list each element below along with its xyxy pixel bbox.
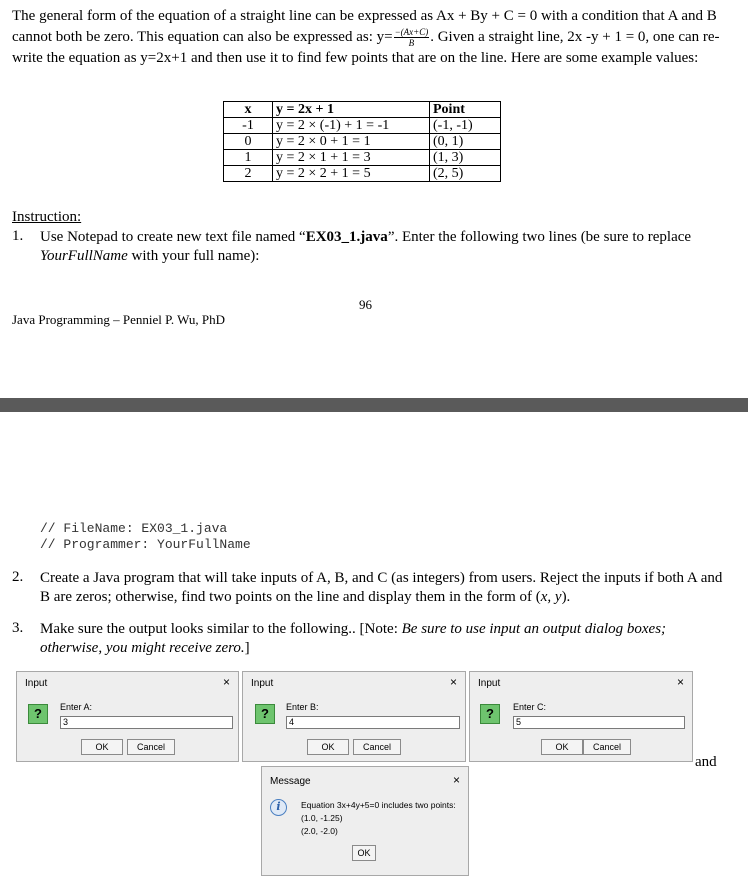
item-1-number: 1. [12, 228, 24, 244]
cancel-button[interactable]: Cancel [583, 739, 631, 755]
example-values-table [223, 101, 501, 182]
enter-c-input[interactable]: 5 [513, 716, 685, 729]
table-row [224, 150, 501, 166]
question-icon: ? [28, 704, 48, 724]
question-icon: ? [480, 704, 500, 724]
input-dialog-b [242, 671, 466, 762]
table-header-row [224, 102, 501, 118]
message-line-3: (2.0, -2.0) [301, 826, 338, 836]
cancel-button[interactable]: Cancel [353, 739, 401, 755]
item-1-text: Use Notepad to create new text file named “EX03_1.java”. Enter the following two lines (be sure to replace YourFullName with your full name): [40, 229, 692, 264]
table-row [224, 118, 501, 134]
enter-b-label: Enter B: [286, 702, 319, 712]
ok-button[interactable]: OK [307, 739, 349, 755]
page-footer-author: Java Programming – Penniel P. Wu, PhD [12, 312, 226, 327]
intro-paragraph [12, 6, 736, 69]
instruction-heading: Instruction: [12, 209, 82, 225]
ok-button[interactable]: OK [81, 739, 123, 755]
dialog-title: Input [478, 678, 501, 689]
placeholder-name: YourFullName [40, 248, 128, 264]
input-dialog-c [469, 671, 693, 762]
table-cell: -1 [224, 118, 273, 134]
intro-text-2: . Given a straight line, 2x -y + 1 = 0, one can re-write the equation as y=2x+1 and then use it to find few points that are on the line. Here are some example values: [12, 29, 720, 67]
message-dialog [261, 766, 469, 876]
code-line-programmer: // Programmer: YourFullName [40, 537, 251, 552]
message-line-2: (1.0, -1.25) [301, 813, 343, 823]
table-cell: y = 2 × 1 + 1 = 3 [273, 150, 430, 166]
code-line-filename: // FileName: EX03_1.java [40, 521, 228, 536]
close-icon[interactable]: × [452, 773, 460, 787]
information-icon: i [270, 799, 287, 816]
enter-a-input[interactable]: 3 [60, 716, 233, 729]
dialog-title: Message [270, 776, 311, 787]
dialog-title: Input [251, 678, 274, 689]
fraction-numerator: −(Ax+C) [394, 27, 429, 38]
item-2-number: 2. [12, 569, 24, 585]
page-number: 96 [359, 297, 372, 312]
ok-button[interactable]: OK [352, 845, 376, 861]
file-name: EX03_1.java [305, 229, 388, 245]
equation-fraction [394, 27, 430, 48]
enter-b-input[interactable]: 4 [286, 716, 460, 729]
table-header-x: x [224, 102, 273, 118]
close-icon[interactable]: × [222, 675, 230, 689]
table-cell: y = 2 × 2 + 1 = 5 [273, 166, 430, 182]
fraction-denominator: B [408, 38, 415, 49]
question-icon: ? [255, 704, 275, 724]
input-dialog-a [16, 671, 239, 762]
dialog-title: Input [25, 678, 48, 689]
item-3-number: 3. [12, 620, 24, 636]
table-cell: 0 [224, 134, 273, 150]
trailing-word: and [695, 754, 717, 770]
table-cell: y = 2 × (-1) + 1 = -1 [273, 118, 430, 134]
table-cell: 2 [224, 166, 273, 182]
close-icon[interactable]: × [449, 675, 457, 689]
intro-text-1: The general form of the equation of a straight line can be expressed as Ax + By + C = 0 with a condition that A and B cannot both be zero. This equation can also be expressed as: y= [12, 8, 717, 45]
table-cell: 1 [224, 150, 273, 166]
table-cell: (1, 3) [430, 150, 501, 166]
table-row [224, 134, 501, 150]
table-cell: (-1, -1) [430, 118, 501, 134]
enter-a-label: Enter A: [60, 702, 93, 712]
table-cell: y = 2 × 0 + 1 = 1 [273, 134, 430, 150]
table-header-point: Point [430, 102, 501, 118]
message-line-1: Equation 3x+4y+5=0 includes two points: [301, 800, 456, 810]
item-2-text: Create a Java program that will take inputs of A, B, and C (as integers) from users. Reject the inputs if both A and B are zeros; otherwise, find two points on the line and display them in the form of (x, y). [40, 570, 723, 605]
enter-c-label: Enter C: [513, 702, 547, 712]
table-cell: (0, 1) [430, 134, 501, 150]
table-header-equation: y = 2x + 1 [273, 102, 430, 118]
close-icon[interactable]: × [676, 675, 684, 689]
cancel-button[interactable]: Cancel [127, 739, 175, 755]
page-break-divider [0, 398, 748, 412]
table-row [224, 166, 501, 182]
table-cell: (2, 5) [430, 166, 501, 182]
ok-button[interactable]: OK [541, 739, 583, 755]
item-3-text: Make sure the output looks similar to the following.. [Note: Be sure to use input an output dialog boxes; otherwise, you might receive zero.] [40, 621, 667, 656]
